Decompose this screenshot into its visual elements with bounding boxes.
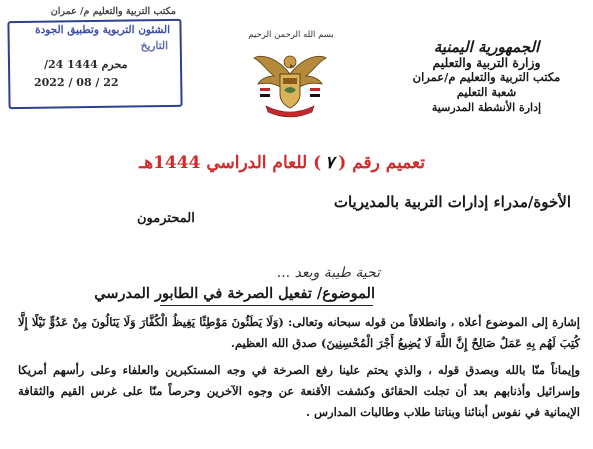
header-section: شعبة التعليم xyxy=(456,85,517,99)
letter-body xyxy=(18,312,580,423)
stamp-number: /24 محرم 1444 xyxy=(44,58,128,71)
body-paragraph-2: وإيماناً منّا بالله وبصدق قوله ، والذي يحتم علينا رفع الصرخة في وجه المستكبرين والعلفاء وعلى رأسهم أمريكا وإسرائيل وأذنابهم بعد أن تجلت الحقائق وكشفت الأقنعة عن وجوه الآخرين وحرصاً منّا على غرس القيم والثقافة الإيمانية في نفوس أبنائنا وبناتنا طلاب وطالبات المدارس . xyxy=(18,363,580,419)
circular-prefix: تعميم رقم ( xyxy=(338,153,425,173)
stamp-title: الشئون التربوية وتطبيق الجودة xyxy=(35,24,170,36)
circular-title xyxy=(139,153,425,173)
yemen-eagle-emblem-icon xyxy=(252,44,328,122)
office-stamp xyxy=(4,6,182,108)
stamp-top-text: مكتب التربية والتعليم م/ عمران xyxy=(50,6,176,17)
greeting: تحية طيبة وبعد ... xyxy=(276,265,380,281)
circular-suffix: ) للعام الدراسي 1444هـ xyxy=(139,153,322,173)
ministry-header xyxy=(394,40,579,115)
stamp-date: 2022 / 08 / 22 xyxy=(34,76,119,89)
body-paragraph-1: إشارة إلى الموضوع أعلاه ، وانطلاقاً من قوله سبحانه وتعالى: (وَلَا يَطَئُونَ مَوْطِئًا يَغِيظُ الْكُفَّارَ وَلَا يَنَالُونَ مِنْ عَدُوٍّ نَيْلًا إِلَّا كُتِبَ لَهُم بِهِ عَمَلٌ صَالِحٌ إِنَّ اللَّهَ لَا يُضِيعُ أَجْرَ الْمُحْسِنِينَ) صدق الله العظيم. xyxy=(18,315,580,350)
header-office: مكتب التربية والتعليم م/عمران xyxy=(412,70,561,84)
header-country: الجمهورية اليمنية xyxy=(433,38,540,56)
subject-line-text: الموضوع/ تفعيل الصرخة في الطابور المدرسي xyxy=(94,285,375,302)
stamp-subtitle: التاريخ xyxy=(140,40,168,52)
addressee: الأخوة/مدراء إدارات التربية بالمديريات xyxy=(333,193,571,211)
header-ministry: وزارة التربية والتعليم xyxy=(432,55,541,70)
circular-number: ٧ xyxy=(325,153,335,173)
basmala: بسم الله الرحمن الرحيم xyxy=(248,30,334,40)
header-department: إدارة الأنشطة المدرسية xyxy=(431,101,542,114)
respect-phrase: المحترمون xyxy=(137,211,195,226)
subject-underline xyxy=(160,305,373,306)
